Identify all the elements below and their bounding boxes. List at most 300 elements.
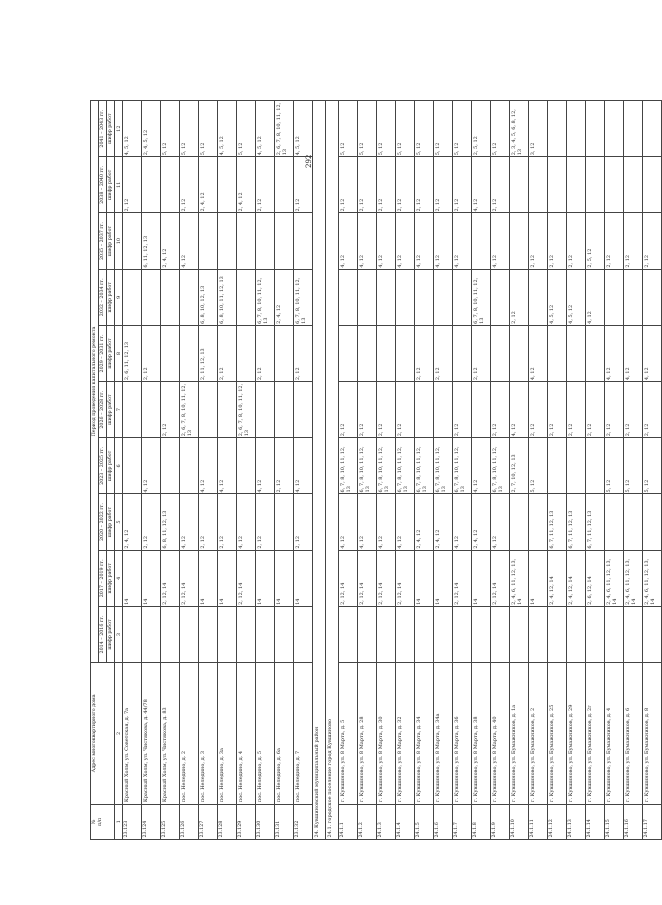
work-code-cell: 2, 12, 14 xyxy=(180,550,199,606)
work-code-cell xyxy=(142,606,161,662)
work-code-cell: 14 xyxy=(529,550,548,606)
work-code-cell: 4, 12 xyxy=(643,325,662,381)
work-code-cell: 2, 12, 14 xyxy=(237,550,256,606)
work-code-cell: 4, 12 xyxy=(180,494,199,550)
work-code-cell xyxy=(358,269,377,325)
period-header: 2026 – 2028 гг. xyxy=(99,382,107,438)
work-code-cell: 2, 11, 12, 13 xyxy=(199,325,218,381)
work-code-cell xyxy=(567,157,586,213)
row-number: 23.128 xyxy=(218,804,237,839)
row-address: Красный Холм, ул. Чистякова, д. 83 xyxy=(161,663,180,805)
table-row xyxy=(256,101,275,840)
sub-header-label: шифр работ xyxy=(107,213,115,269)
work-code-cell: 2, 4, 12 xyxy=(275,269,294,325)
table-row xyxy=(434,101,453,840)
work-code-cell: 2, 12 xyxy=(256,494,275,550)
work-code-cell xyxy=(161,269,180,325)
work-code-cell xyxy=(180,438,199,494)
repair-schedule-table xyxy=(90,100,662,840)
work-code-cell: 14 xyxy=(218,550,237,606)
row-address: г. Кувшиново, ул. 8 Марта, д. 40 xyxy=(491,663,510,805)
work-code-cell xyxy=(294,382,313,438)
row-number: 24.1.4 xyxy=(396,804,415,839)
work-code-cell: 4, 12 xyxy=(453,494,472,550)
work-code-cell xyxy=(472,606,491,662)
work-code-cell xyxy=(218,606,237,662)
work-code-cell xyxy=(377,606,396,662)
work-code-cell xyxy=(567,606,586,662)
work-code-cell xyxy=(624,269,643,325)
work-code-cell: 4, 12 xyxy=(472,157,491,213)
work-code-cell: 2, 5, 12 xyxy=(586,213,605,269)
work-code-cell xyxy=(275,213,294,269)
row-number: 24.1.10 xyxy=(510,804,529,839)
work-code-cell xyxy=(142,269,161,325)
work-code-cell xyxy=(218,382,237,438)
work-code-cell: 2, 12 xyxy=(491,382,510,438)
section-title: 24. Кувшиновский муниципальный район xyxy=(313,101,326,840)
work-code-cell: 2, 6, 7, 8, 10, 11, 12, 13 xyxy=(180,382,199,438)
sub-header-label: шифр работ xyxy=(107,325,115,381)
work-code-cell: 4, 12 xyxy=(180,213,199,269)
work-code-cell xyxy=(396,606,415,662)
table-row xyxy=(218,101,237,840)
work-code-cell: 14 xyxy=(256,550,275,606)
work-code-cell: 4, 12 xyxy=(339,213,358,269)
work-code-cell xyxy=(199,213,218,269)
row-number: 24.1.7 xyxy=(453,804,472,839)
work-code-cell: 5, 12 xyxy=(529,438,548,494)
work-code-cell: 2, 12 xyxy=(142,325,161,381)
work-code-cell: 2, 4, 12 xyxy=(123,494,142,550)
work-code-cell: 2, 12 xyxy=(510,269,529,325)
work-code-cell: 2, 12 xyxy=(472,325,491,381)
work-code-cell: 6, 7, 11, 12, 13 xyxy=(586,494,605,550)
work-code-cell: 2, 12, 14 xyxy=(453,550,472,606)
work-code-cell: 4, 12 xyxy=(472,438,491,494)
row-number: 24.1.5 xyxy=(415,804,434,839)
table-row xyxy=(180,101,199,840)
column-index-cell: 4 xyxy=(115,550,123,606)
table-row xyxy=(275,101,294,840)
work-code-cell: 2, 4, 12 xyxy=(472,494,491,550)
work-code-cell xyxy=(180,269,199,325)
row-address: пос. Нелединo, д. 2 xyxy=(180,663,199,805)
work-code-cell: 2, 12 xyxy=(434,157,453,213)
work-code-cell xyxy=(643,269,662,325)
work-code-cell: 6, 8, 10, 12, 13 xyxy=(199,269,218,325)
work-code-cell: 2, 12 xyxy=(529,382,548,438)
row-number: 24.1.6 xyxy=(434,804,453,839)
sub-header-label: шифр работ xyxy=(107,550,115,606)
work-code-cell: 6, 11, 12, 13 xyxy=(142,213,161,269)
work-code-cell xyxy=(161,325,180,381)
row-number: 23.123 xyxy=(123,804,142,839)
work-code-cell xyxy=(377,269,396,325)
row-number: 23.131 xyxy=(275,804,294,839)
work-code-cell xyxy=(180,606,199,662)
row-address: г. Кувшиново, ул. Бумажников, д. 29 xyxy=(567,663,586,805)
work-code-cell: 5, 12 xyxy=(434,101,453,157)
work-code-cell: 4, 12 xyxy=(377,213,396,269)
work-code-cell: 6, 7, 8, 10, 11, 12, 13 xyxy=(453,438,472,494)
work-code-cell: 4, 12 xyxy=(415,213,434,269)
table-row xyxy=(586,101,605,840)
row-number: 24.1.12 xyxy=(548,804,567,839)
work-code-cell: 2, 6, 12, 14 xyxy=(586,550,605,606)
column-index-cell: 5 xyxy=(115,494,123,550)
work-code-cell: 14 xyxy=(275,550,294,606)
work-code-cell: 2, 12 xyxy=(605,213,624,269)
work-code-cell xyxy=(624,494,643,550)
period-header: 2035 – 2037 гг. xyxy=(99,213,107,269)
work-code-cell: 5, 12 xyxy=(415,101,434,157)
work-code-cell xyxy=(586,325,605,381)
work-code-cell: 4, 12 xyxy=(339,494,358,550)
work-code-cell: 6, 7, 8, 10, 11, 12, 13 xyxy=(377,438,396,494)
work-code-cell xyxy=(256,382,275,438)
work-code-cell xyxy=(529,157,548,213)
sub-header-label: шифр работ xyxy=(107,157,115,213)
row-address: г. Кувшиново, ул. Бумажников, д. 1а xyxy=(510,663,529,805)
work-code-cell: 2, 12 xyxy=(567,213,586,269)
row-number: 24.1.8 xyxy=(472,804,491,839)
work-code-cell: 4, 12 xyxy=(294,438,313,494)
column-index-cell: 3 xyxy=(115,606,123,662)
work-code-cell: 6, 8, 10, 11, 12, 13 xyxy=(218,269,237,325)
period-header: 2029 – 2031 гг. xyxy=(99,325,107,381)
work-code-cell: 5, 12 xyxy=(358,101,377,157)
work-code-cell: 4, 12 xyxy=(605,325,624,381)
row-address: г. Кувшиново, ул. 8 Марта, д. 5 xyxy=(339,663,358,805)
work-code-cell: 6, 7, 8, 10, 11, 12, 13 xyxy=(434,438,453,494)
work-code-cell: 5, 12 xyxy=(643,438,662,494)
period-header: 2017 – 2019 гг. xyxy=(99,550,107,606)
column-index-cell: 12 xyxy=(115,101,123,157)
work-code-cell: 2, 12 xyxy=(453,157,472,213)
work-code-cell xyxy=(510,213,529,269)
work-code-cell xyxy=(123,606,142,662)
work-code-cell: 2, 6, 7, 8, 10, 11, 12, 13 xyxy=(237,382,256,438)
row-address: г. Кувшиново, ул. 8 Марта, д. 34 xyxy=(415,663,434,805)
table-row xyxy=(377,101,396,840)
table-row xyxy=(624,101,643,840)
work-code-cell: 4, 12 xyxy=(491,494,510,550)
table-row xyxy=(567,101,586,840)
work-code-cell xyxy=(275,325,294,381)
work-code-cell: 4, 12 xyxy=(358,494,377,550)
work-code-cell: 14 xyxy=(415,550,434,606)
work-code-cell: 2, 12 xyxy=(294,494,313,550)
work-code-cell xyxy=(643,494,662,550)
work-code-cell xyxy=(453,325,472,381)
row-address: г. Кувшиново, ул. Бумажников, д. 6 xyxy=(624,663,643,805)
work-code-cell: 2, 12, 14 xyxy=(161,550,180,606)
row-number: 23.129 xyxy=(237,804,256,839)
work-code-cell: 4, 5, 12 xyxy=(123,101,142,157)
table-row xyxy=(294,101,313,840)
row-address: г. Кувшиново, ул. 8 Марта, д. 30 xyxy=(377,663,396,805)
work-code-cell xyxy=(434,382,453,438)
row-address: Красный Холм, ул. Советская, д. 7а xyxy=(123,663,142,805)
work-code-cell: 2, 12 xyxy=(256,325,275,381)
work-code-cell xyxy=(123,438,142,494)
work-code-cell: 2, 7, 10, 12, 13 xyxy=(510,438,529,494)
period-header: 2038 – 2040 гг. xyxy=(99,157,107,213)
sub-header-label: шифр работ xyxy=(107,494,115,550)
work-code-cell xyxy=(415,269,434,325)
work-code-cell xyxy=(256,606,275,662)
work-code-cell: 2, 12, 14 xyxy=(339,550,358,606)
work-code-cell xyxy=(624,606,643,662)
row-number: 24.1.9 xyxy=(491,804,510,839)
work-code-cell: 4, 12 xyxy=(453,213,472,269)
table-body xyxy=(123,101,662,840)
period-header: 2032 – 2034 гг. xyxy=(99,269,107,325)
work-code-cell: 2, 12 xyxy=(294,157,313,213)
work-code-cell xyxy=(123,382,142,438)
period-header: 2020 – 2022 гг. xyxy=(99,494,107,550)
table-row xyxy=(415,101,434,840)
table-row xyxy=(199,101,218,840)
work-code-cell xyxy=(434,269,453,325)
work-code-cell xyxy=(605,269,624,325)
work-code-cell xyxy=(529,269,548,325)
work-code-cell xyxy=(510,494,529,550)
table-row xyxy=(358,101,377,840)
work-code-cell: 2, 6, 11, 12, 13 xyxy=(123,325,142,381)
work-code-cell: 4, 12 xyxy=(218,438,237,494)
work-code-cell xyxy=(237,606,256,662)
work-code-cell xyxy=(396,269,415,325)
work-code-cell: 2, 12 xyxy=(123,157,142,213)
work-code-cell: 4, 12 xyxy=(142,438,161,494)
work-code-cell: 5, 12 xyxy=(453,101,472,157)
table-row xyxy=(237,101,256,840)
work-code-cell xyxy=(358,325,377,381)
row-number: 23.126 xyxy=(180,804,199,839)
work-code-cell: 2, 12 xyxy=(434,325,453,381)
row-address: г. Кувшиново, ул. Бумажников, д. 4 xyxy=(605,663,624,805)
work-code-cell: 4, 12 xyxy=(624,325,643,381)
work-code-cell: 2, 12 xyxy=(453,382,472,438)
work-code-cell xyxy=(586,101,605,157)
work-code-cell xyxy=(453,606,472,662)
work-code-cell xyxy=(453,269,472,325)
work-code-cell: 14 xyxy=(142,550,161,606)
table-row xyxy=(123,101,142,840)
work-code-cell: 4, 12 xyxy=(529,325,548,381)
work-code-cell: 6, 7, 11, 12, 13 xyxy=(548,494,567,550)
work-code-cell: 2, 4, 12 xyxy=(237,157,256,213)
work-code-cell: 6, 7, 8, 10, 11, 12, 13 xyxy=(396,438,415,494)
work-code-cell: 5, 12 xyxy=(237,101,256,157)
work-code-cell: 2, 4, 12 xyxy=(161,213,180,269)
work-code-cell xyxy=(491,325,510,381)
work-code-cell: 2, 12 xyxy=(180,157,199,213)
work-code-cell: 5, 12 xyxy=(339,101,358,157)
work-code-cell: 4, 12 xyxy=(396,494,415,550)
work-code-cell: 2, 6, 7, 8, 10, 11, 12, 13 xyxy=(275,101,294,157)
table-row xyxy=(548,101,567,840)
work-code-cell xyxy=(123,269,142,325)
row-number: 23.124 xyxy=(142,804,161,839)
work-code-cell: 6, 7, 8, 10, 11, 12, 13 xyxy=(415,438,434,494)
row-address: пос. Нелединo, д. 5 xyxy=(256,663,275,805)
work-code-cell: 4, 12 xyxy=(586,269,605,325)
page-number: 292 xyxy=(305,154,313,168)
work-code-cell: 5, 12 xyxy=(377,101,396,157)
work-code-cell: 5, 12 xyxy=(491,101,510,157)
period-header: 2041 – 2043 гг. xyxy=(99,101,107,157)
row-address: г. Кувшиново, ул. Бумажников, д. 8 xyxy=(643,663,662,805)
work-code-cell xyxy=(510,325,529,381)
work-code-cell: 2, 12 xyxy=(415,157,434,213)
work-code-cell xyxy=(275,157,294,213)
column-index-cell: 2 xyxy=(115,663,123,805)
work-code-cell: 6, 7, 8, 10, 11, 12, 13 xyxy=(294,269,313,325)
work-code-cell: 2, 12 xyxy=(415,325,434,381)
work-code-cell xyxy=(643,157,662,213)
work-code-cell xyxy=(396,325,415,381)
work-code-cell: 2, 3, 4, 5, 6, 8, 12, 13 xyxy=(510,101,529,157)
work-code-cell xyxy=(415,382,434,438)
work-code-cell: 2, 4, 6, 11, 12, 13, 14 xyxy=(510,550,529,606)
table-row xyxy=(339,101,358,840)
work-code-cell: 4, 12 xyxy=(396,213,415,269)
work-code-cell: 2, 4, 6, 11, 12, 13, 14 xyxy=(605,550,624,606)
row-number: 24.1.17 xyxy=(643,804,662,839)
work-code-cell xyxy=(237,325,256,381)
work-code-cell: 4, 5, 12 xyxy=(548,269,567,325)
period-header: 2014 – 2016 гг. xyxy=(99,606,107,662)
work-code-cell xyxy=(415,606,434,662)
work-code-cell xyxy=(294,213,313,269)
work-code-cell xyxy=(199,382,218,438)
work-code-cell xyxy=(237,213,256,269)
work-code-cell: 5, 12 xyxy=(180,101,199,157)
column-index-cell: 1 xyxy=(115,804,123,839)
work-code-cell: 2, 4, 5, 12 xyxy=(142,101,161,157)
table-row xyxy=(643,101,662,840)
sub-header-label: шифр работ xyxy=(107,269,115,325)
row-address: г. Кувшиново, ул. 8 Марта, д. 34а xyxy=(434,663,453,805)
header-num-line1: № xyxy=(91,819,97,825)
work-code-cell: 4, 12 xyxy=(199,438,218,494)
sub-header-label: шифр работ xyxy=(107,101,115,157)
work-code-cell xyxy=(605,101,624,157)
work-code-cell xyxy=(567,101,586,157)
work-code-cell xyxy=(624,157,643,213)
work-code-cell xyxy=(294,606,313,662)
work-code-cell: 2, 5, 12 xyxy=(472,101,491,157)
work-code-cell: 2, 4, 6, 11, 12, 13, 14 xyxy=(643,550,662,606)
work-code-cell xyxy=(218,213,237,269)
row-address: г. Кувшиново, ул. 8 Марта, д. 36 xyxy=(453,663,472,805)
work-code-cell xyxy=(237,269,256,325)
work-code-cell: 6, 7, 8, 10, 11, 12, 13 xyxy=(358,438,377,494)
work-code-cell xyxy=(548,606,567,662)
work-code-cell: 2, 12 xyxy=(624,382,643,438)
work-code-cell xyxy=(180,325,199,381)
work-code-cell: 14 xyxy=(472,550,491,606)
work-code-cell: 4, 5, 12 xyxy=(218,101,237,157)
work-code-cell xyxy=(358,606,377,662)
sub-header-label: шифр работ xyxy=(107,606,115,662)
work-code-cell: 6, 7, 8, 10, 11, 12, 13 xyxy=(472,269,491,325)
work-code-cell: 2, 12 xyxy=(199,494,218,550)
work-code-cell: 3, 12 xyxy=(529,101,548,157)
work-code-cell: 2, 12 xyxy=(142,494,161,550)
work-code-cell: 6, 7, 8, 10, 11, 12, 13 xyxy=(256,269,275,325)
work-code-cell xyxy=(275,382,294,438)
work-code-cell: 2, 12 xyxy=(358,382,377,438)
row-address: пос. Нелединo, д. 3а xyxy=(218,663,237,805)
work-code-cell: 2, 12 xyxy=(339,382,358,438)
work-code-cell: 6, 7, 8, 10, 11, 12, 13 xyxy=(339,438,358,494)
work-code-cell: 2, 4, 6, 11, 12, 13, 14 xyxy=(624,550,643,606)
header-period-group: Период проведения капитального ремонта xyxy=(91,101,99,663)
table-row xyxy=(605,101,624,840)
work-code-cell: 2, 4, 12, 14 xyxy=(548,550,567,606)
row-number: 24.1.15 xyxy=(605,804,624,839)
work-code-cell xyxy=(605,606,624,662)
work-code-cell xyxy=(275,606,294,662)
work-code-cell xyxy=(491,269,510,325)
work-code-cell: 2, 12 xyxy=(396,157,415,213)
work-code-cell xyxy=(586,438,605,494)
rotated-table-wrapper xyxy=(90,100,656,840)
work-code-cell xyxy=(161,438,180,494)
work-code-cell: 4, 12 xyxy=(434,213,453,269)
work-code-cell: 4, 5, 12 xyxy=(256,101,275,157)
work-code-cell: 2, 4, 12, 14 xyxy=(567,550,586,606)
work-code-cell: 14 xyxy=(294,550,313,606)
work-code-cell xyxy=(161,606,180,662)
section-row xyxy=(313,101,326,840)
work-code-cell: 5, 12 xyxy=(396,101,415,157)
work-code-cell xyxy=(199,606,218,662)
row-address: пос. Нелединo, д. 7 xyxy=(294,663,313,805)
row-address: г. Кувшиново, ул. Бумажников, д. 2г xyxy=(586,663,605,805)
table-row xyxy=(396,101,415,840)
work-code-cell xyxy=(548,157,567,213)
work-code-cell: 2, 12, 14 xyxy=(396,550,415,606)
table-row xyxy=(142,101,161,840)
work-code-cell: 4, 12 xyxy=(510,382,529,438)
table-row xyxy=(529,101,548,840)
work-code-cell xyxy=(161,157,180,213)
row-number: 23.132 xyxy=(294,804,313,839)
work-code-cell: 2, 12 xyxy=(358,157,377,213)
work-code-cell: 5, 12 xyxy=(605,438,624,494)
work-code-cell xyxy=(586,157,605,213)
table-row xyxy=(453,101,472,840)
work-code-cell: 4, 12 xyxy=(491,213,510,269)
sub-header-label: шифр работ xyxy=(107,382,115,438)
work-code-cell: 2, 12 xyxy=(643,382,662,438)
table-row xyxy=(161,101,180,840)
work-code-cell: 2, 12 xyxy=(643,213,662,269)
work-code-cell: 2, 12 xyxy=(339,157,358,213)
row-address: пос. Нелединo, д. 3 xyxy=(199,663,218,805)
work-code-cell: 6, 8, 11, 12, 13 xyxy=(161,494,180,550)
column-index-cell: 6 xyxy=(115,438,123,494)
work-code-cell: 2, 12 xyxy=(218,494,237,550)
work-code-cell xyxy=(529,494,548,550)
work-code-cell: 2, 12 xyxy=(294,325,313,381)
work-code-cell: 4, 5, 12 xyxy=(294,101,313,157)
